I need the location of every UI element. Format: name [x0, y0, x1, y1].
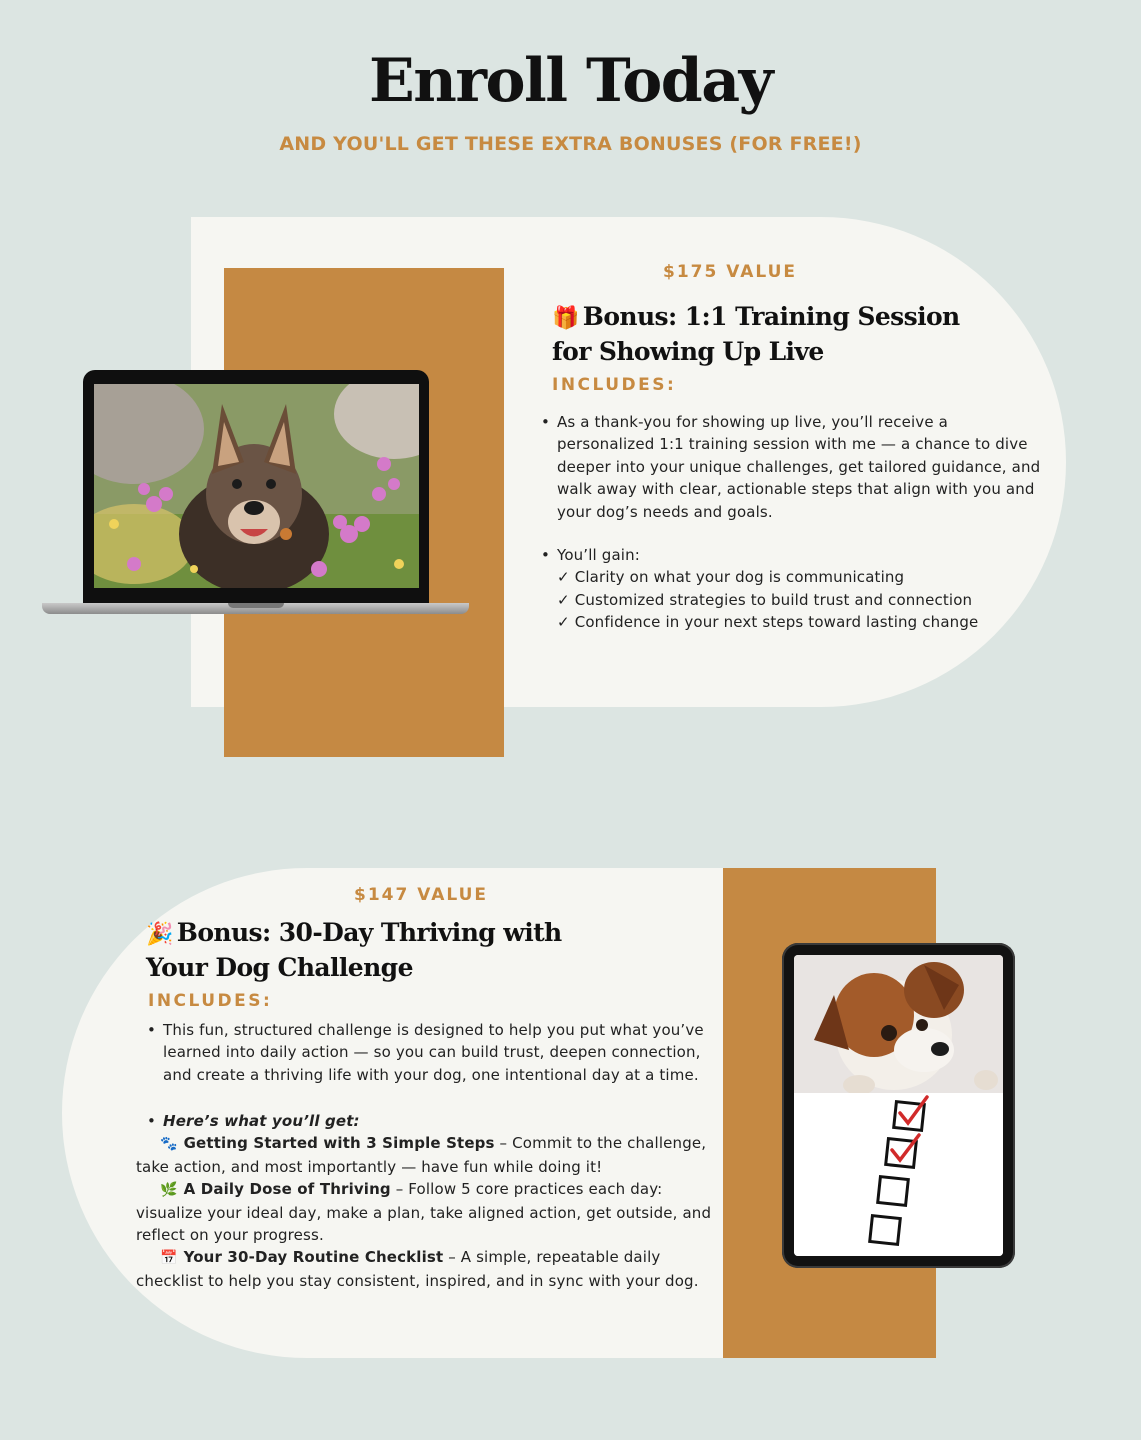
- bullet-icon: •: [541, 413, 550, 431]
- page-title: Enroll Today: [369, 46, 772, 116]
- dog-checklist-photo: [794, 955, 1003, 1256]
- dog-photo-laptop: [94, 384, 419, 588]
- bullet-icon: •: [541, 546, 550, 564]
- bonus-1-title: 🎁 Bonus: 1:1 Training Session for Showing Up Live: [552, 302, 960, 366]
- bonus-1-gains: [541, 544, 1057, 634]
- tablet-camera: [876, 948, 906, 952]
- list-item: 🌿 A Daily Dose of Thriving – Follow 5 core practices each day: visualize your ideal day, make a plan, take aligned action, get outside, and reflect on your progress.: [136, 1180, 712, 1245]
- party-popper-icon: 🎉: [146, 921, 173, 947]
- checkmark-icon: ✓: [557, 613, 570, 632]
- bonus-2-value: $147 VALUE: [354, 885, 489, 905]
- bonus-1-description: • As a thank-you for showing up live, you’ll receive a personalized 1:1 training session with me — a chance to dive deeper into your unique challenges, get tailored guidance, and walk away with clear, actionable steps that align with you and your dog’s needs and goals.: [541, 413, 1041, 521]
- bonus-1-value: $175 VALUE: [663, 262, 798, 282]
- bonus-2-description: • This fun, structured challenge is designed to help you put what you’ve learned into daily action — so you can build trust, deepen connection, and create a thriving life with your dog, one intentional day at a time.: [147, 1021, 704, 1084]
- get-label: Here’s what you’ll get:: [163, 1112, 360, 1130]
- checkmark-icon: ✓: [557, 590, 570, 609]
- gain-item: ✓ Confidence in your next steps toward lasting change: [557, 613, 979, 632]
- bonus-1-includes-label: INCLUDES:: [552, 375, 677, 395]
- page-subtitle: AND YOU'LL GET THESE EXTRA BONUSES (FOR FREE!): [279, 133, 862, 155]
- paw-icon: 🐾: [160, 1136, 178, 1153]
- bonus-2-title: 🎉 Bonus: 30-Day Thriving with Your Dog Challenge: [146, 918, 562, 982]
- bullet-icon: •: [147, 1112, 156, 1130]
- checkmark-icon: ✓: [557, 568, 570, 587]
- gain-item: ✓ Customized strategies to build trust and connection: [557, 590, 973, 609]
- list-item: 📅 Your 30-Day Routine Checklist – A simple, repeatable daily checklist to help you stay consistent, inspired, and in sync with your dog.: [136, 1248, 699, 1290]
- herb-icon: 🌿: [160, 1182, 178, 1199]
- gain-label: You’ll gain:: [557, 546, 640, 564]
- bullet-icon: •: [147, 1021, 156, 1039]
- gift-icon: 🎁: [552, 305, 579, 331]
- list-item: 🐾 Getting Started with 3 Simple Steps – Commit to the challenge, take action, and most importantly — have fun while doing it!: [136, 1134, 707, 1176]
- bonus-2-includes-label: INCLUDES:: [148, 991, 273, 1011]
- laptop-notch: [228, 603, 284, 608]
- bonus-2-items: [136, 1110, 726, 1292]
- gain-item: ✓ Clarity on what your dog is communicating: [557, 568, 905, 587]
- calendar-icon: 📅: [160, 1250, 178, 1267]
